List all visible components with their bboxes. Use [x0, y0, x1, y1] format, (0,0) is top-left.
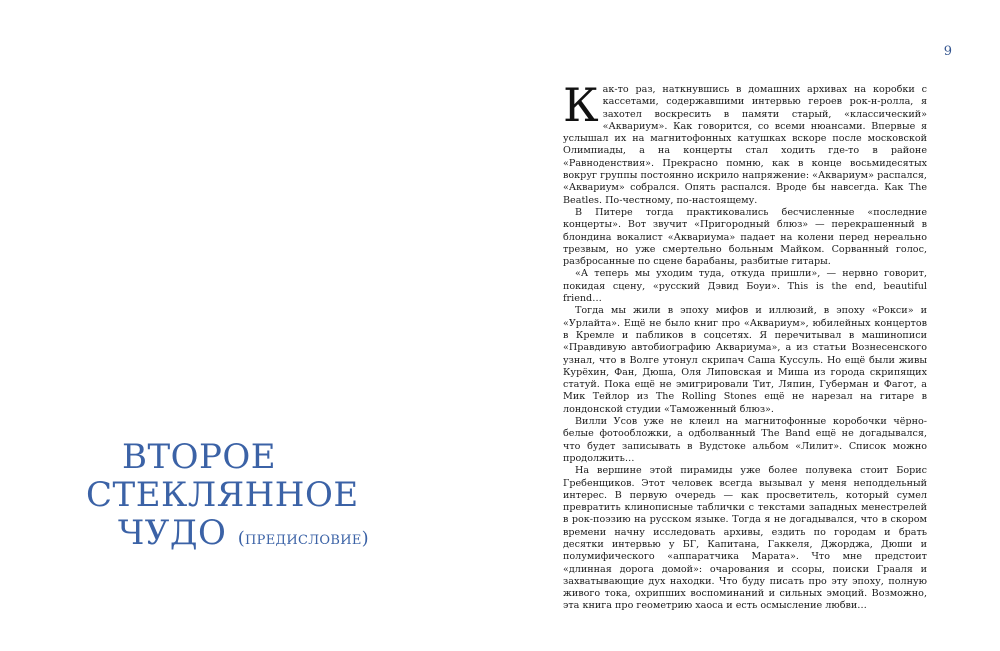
- page-number: 9: [943, 44, 952, 59]
- title-line-3: [70, 514, 370, 558]
- chapter-title: [70, 438, 370, 558]
- drop-cap: К: [563, 78, 599, 132]
- paragraph-3: «А теперь мы уходим туда, откуда пришли», — нервно говорит, покидая сцену, «русский Дэвид Боуи». This is the end, beautiful friend…: [563, 268, 927, 305]
- title-line-2: СТЕКЛЯННОЕ: [86, 475, 359, 515]
- paragraph-4: Тогда мы жили в эпоху мифов и иллюзий, в эпоху «Рокси» и «Урлайта». Ещё не было книг про «Аквариум», юбилейных концертов в Кремле и пабликов в соцсетях. Я перечитывал в машинописи «Правдивую автобиографию Аквариума», а из статьи Вознесенского узнал, что в Волге утонул скрипач Саша Куссуль. Но ещё были живы Курёхин, Фан, Дюша, Оля Липовская и Миша из города скрипящих статуй. Пока ещё не эмигрировали Тит, Ляпин, Губерман и Фагот, а Мик Тейлор из The Rolling Stones ещё не нарезал на гитаре в лондонской студии «Таможенный блюз».: [563, 305, 927, 415]
- title-word-3: ЧУДО: [118, 513, 227, 553]
- title-line-1: ВТОРОЕ: [122, 437, 277, 477]
- body-text: [563, 78, 927, 613]
- paragraph-1-text: ак-то раз, наткнувшись в домашних архивах на коробки с кассетами, содержавшими интервью героев рок-н-ролла, я захотел воскресить в памяти старый, «классический» «Аквариум». Как говорится, со всеми нюансами. Впервые я услышал их на магнитофонных катушках вскоре после московской Олимпиады, а на концерты стал ходить где-то в районе «Равноденствия». Прекрасно помню, как в конце восьмидесятых вокруг группы постоянно искрило напряжение: «Аквариум» распался, «Аквариум» собрался. Опять распался. Вроде бы навсегда. Как The Beatles. По-честному, по-настоящему.: [563, 84, 927, 206]
- paragraph-1: [563, 78, 927, 207]
- paragraph-6: На вершине этой пирамиды уже более полувека стоит Борис Гребенщиков. Этот человек всегда вызывал у меня неподдельный интерес. В первую очередь — как просветитель, который сумел превратить клинописные таблички с текстами западных менестрелей в рок-поэзию на русском языке. Тогда я не догадывался, что в скором времени начну исследовать архивы, ездить по городам и брать десятки интервью у БГ, Капитана, Гаккеля, Джорджа, Дюши и полумифического «аппаратчика Марата». Что мне предстоит «длинная дорога домой»: очарования и ссоры, поиски Грааля и захватывающие дух находки. Что буду писать про эту эпоху, полную живого тока, охрипших воспоминаний и сильных эмоций. Возможно, эта книга про геометрию хаоса и есть осмысление любви…: [563, 465, 927, 612]
- paragraph-2: В Питере тогда практиковались бесчисленные «последние концерты». Вот звучит «Пригородный блюз» — перекрашенный в блондина вокалист «Аквариума» падает на колени перед нереально трезвым, но уже смертельно больным Майком. Сорванный голос, разбросанные по сцене барабаны, разбитые гитары.: [563, 206, 927, 268]
- chapter-subtitle: (предисловие): [237, 528, 369, 549]
- paragraph-5: Вилли Усов уже не клеил на магнитофонные коробочки чёрно-белые фотообложки, а одболванный The Band ещё не догадывался, что будет записывать в Вудстоке альбом «Лилит». Список можно продолжить…: [563, 416, 927, 464]
